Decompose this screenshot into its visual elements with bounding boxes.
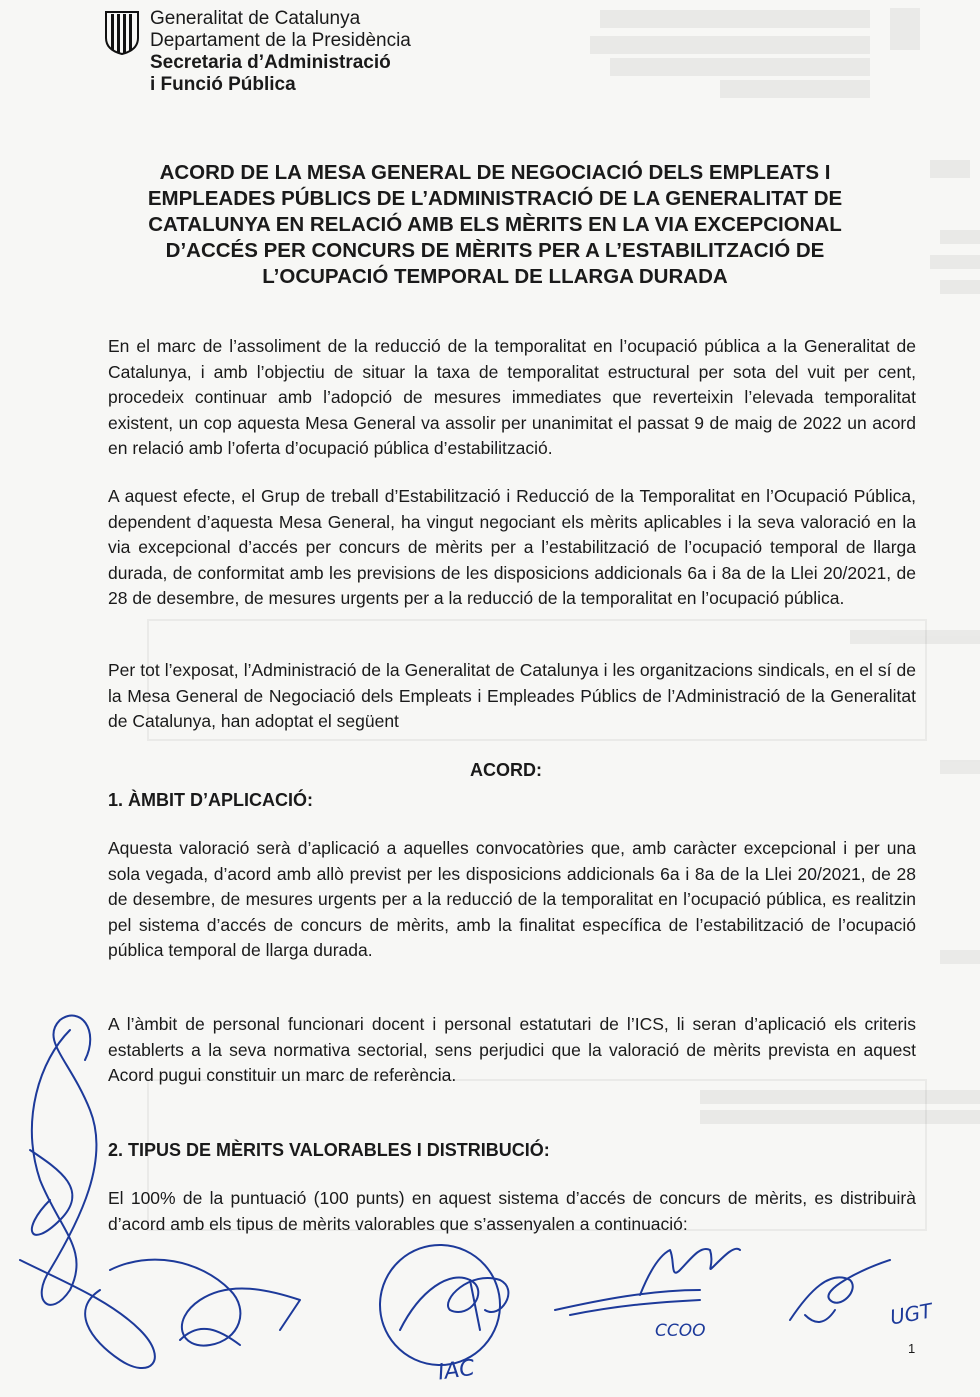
- signature-left-margin: [32, 1016, 97, 1305]
- section-2-heading: 2. TIPUS DE MÈRITS VALORABLES I DISTRIBUCIÓ:: [108, 1140, 550, 1160]
- document-title: ACORD DE LA MESA GENERAL DE NEGOCIACIÓ DELS EMPLEATS I EMPLEADES PÚBLICS DE L’ADMINISTRACIÓ DE LA GENERALITAT DE CATALUNYA EN RELACIÓ AMB ELS MÈRITS EN LA VIA EXCEPCIONAL D’ACCÉS PER CONCURS DE MÈRITS PER A L’ESTABILITZACIÓ DE L’OCUPACIÓ TEMPORAL DE LLARGA DURADA: [147, 161, 843, 288]
- header-secretariat: Secretaria d’Administració: [150, 52, 391, 73]
- paragraph-intro: En el marc de l’assoliment de la reducció de la temporalitat en l’ocupació pública a la Generalitat de Catalunya, i amb l’objectiu de situar la taxa de temporalitat estructural per sota del vuit per cent, procedeix continuar amb l’adopció de mesures immediates que reverteixin l’elevada temporalitat existent, un cop aquesta Mesa General va assolir per unanimitat el passat 9 de maig de 2022 un acord en relació amb l’oferta d’ocupació pública d’estabilització.: [108, 336, 916, 458]
- signature-iac: [363, 1228, 517, 1382]
- header-department: Departament de la Presidència: [150, 30, 411, 51]
- signature-ccoo: [555, 1249, 740, 1310]
- signature-ugt: [790, 1260, 890, 1320]
- page-number: 1: [908, 1341, 916, 1356]
- signature-label-iac: IAC: [436, 1355, 477, 1386]
- header-secretariat-2: i Funció Pública: [150, 74, 296, 95]
- paragraph-adopt: Per tot l’exposat, l’Administració de la Generalitat de Catalunya i les organitzacions sindicals, en el sí de la Mesa General de Negociació dels Empleats i Empleades Públics de l’Administració de la Generalitat de Catalunya, han adoptat el següent: [108, 660, 916, 731]
- acord-heading: ACORD:: [470, 760, 542, 780]
- paragraph-scope: Aquesta valoració serà d’aplicació a aquelles convocatòries que, amb caràcter excepcional i per una sola vegada, d’acord amb allò previst per les disposicions addicionals 6a i 8a de la Llei 20/2021, de 28 de desembre, de mesures urgents per a la reducció de la temporalitat en l’ocupació pública, es realitzin pel sistema d’accés de concurs de mèrits, amb la finalitat específica de l’estabilització de l’ocupació pública temporal de llarga durada.: [108, 838, 916, 960]
- signature-label-ugt: UGT: [888, 1298, 935, 1330]
- paragraph-effect: A aquest efecte, el Grup de treball d’Estabilització i Reducció de la Temporalitat en l’Ocupació Pública, dependent d’aquesta Mesa General, ha vingut negociant els mèrits aplicables i la seva valoració en la via excepcional d’accés per concurs de mèrits per a l’estabilització de l’ocupació temporal de llarga durada, de conformitat amb les previsions de les disposicions addicionals 6a i 8a de la Llei 20/2021, de 28 de desembre, de mesures urgents per a la reducció de la temporalitat en l’ocupació pública.: [108, 486, 916, 608]
- header-org: Generalitat de Catalunya: [150, 8, 361, 29]
- signature-bottom-left: [110, 1260, 300, 1346]
- paragraph-sectoral: A l’àmbit de personal funcionari docent i personal estatutari de l’ICS, li seran d’aplicació els criteris establerts a la seva normativa sectorial, sens perjudici que la valoració de mèrits prevista en aquest Acord pugui constituir un marc de referència.: [108, 1014, 916, 1085]
- section-1-heading: 1. ÀMBIT D’APLICACIÓ:: [108, 790, 313, 810]
- paragraph-distribution: El 100% de la puntuació (100 punts) en aquest sistema d’accés de concurs de mèrits, es distribuirà d’acord amb els tipus de mèrits valorables que s’assenyalen a continuació:: [108, 1188, 916, 1234]
- signature-label-ccoo: CCOO: [655, 1321, 706, 1341]
